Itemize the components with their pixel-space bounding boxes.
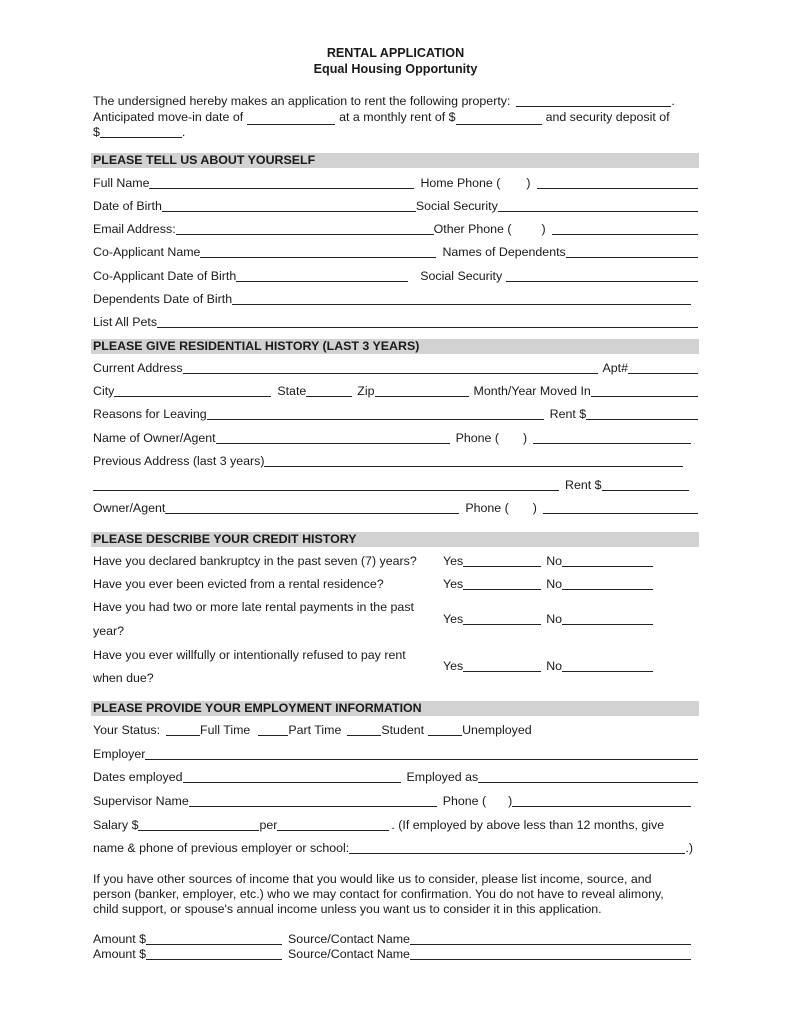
row-status: Your Status: Full Time Part Time Student Unemployed [93, 723, 532, 737]
section-residential: PLEASE GIVE RESIDENTIAL HISTORY (LAST 3 YEARS) [91, 339, 699, 354]
security-deposit-field[interactable] [100, 124, 182, 138]
current-address-field[interactable] [183, 360, 598, 374]
q4-yes-field[interactable] [463, 658, 541, 672]
form-subtitle: Equal Housing Opportunity [313, 62, 478, 76]
row-co-applicant-dob: Co-Applicant Date of Birth Social Security [93, 267, 698, 284]
prev-address-field[interactable] [264, 453, 683, 467]
pets-field[interactable] [157, 314, 698, 328]
section-credit: PLEASE DESCRIBE YOUR CREDIT HISTORY [91, 532, 699, 547]
amount-2-field[interactable] [146, 946, 282, 960]
prev-owner-phone-field[interactable] [543, 500, 698, 514]
credit-q3-line1: Have you had two or more late rental payments in the past [93, 600, 414, 614]
moved-in-field[interactable] [591, 383, 698, 397]
move-in-date-field[interactable] [247, 111, 335, 125]
home-phone-field[interactable] [537, 175, 698, 189]
credit-q1-answers: Yes No [443, 552, 653, 569]
intro-line-1: The undersigned hereby makes an application to rent the following property: . [93, 94, 675, 108]
row-owner-agent-name: Name of Owner/Agent Phone ( ) [93, 429, 691, 446]
city-field[interactable] [114, 383, 271, 397]
unemployed-check[interactable] [428, 722, 462, 736]
credit-q3-line2: year? [93, 624, 124, 638]
row-full-name: Full Name Home Phone ( ) [93, 174, 698, 191]
q2-yes-field[interactable] [463, 576, 541, 590]
employer-field[interactable] [145, 746, 698, 760]
section-employment: PLEASE PROVIDE YOUR EMPLOYMENT INFORMATION [91, 701, 699, 716]
row-prev-address: Previous Address (last 3 years) [93, 452, 683, 469]
row-prev-employer: name & phone of previous employer or school: .) [93, 841, 693, 855]
supervisor-phone-field[interactable] [512, 793, 691, 807]
credit-q2: Have you ever been evicted from a rental residence? [93, 577, 384, 591]
row-employer: Employer [93, 745, 698, 762]
source-1-field[interactable] [410, 931, 691, 945]
student-check[interactable] [347, 722, 381, 736]
source-2-field[interactable] [410, 946, 691, 960]
credit-q3-answers: Yes No [443, 610, 653, 627]
row-dependents-dob: Dependents Date of Birth [93, 290, 691, 307]
apt-field[interactable] [628, 360, 698, 374]
q4-no-field[interactable] [562, 658, 653, 672]
dates-employed-field[interactable] [183, 769, 401, 783]
row-current-address: Current Address Apt# [93, 359, 698, 376]
other-phone-field[interactable] [552, 221, 698, 235]
q3-yes-field[interactable] [463, 611, 541, 625]
salary-per-field[interactable] [277, 817, 389, 831]
credit-q4-answers: Yes No [443, 657, 653, 674]
intro-line-2: Anticipated move-in date of at a monthly rent of $ and security deposit of [93, 110, 670, 124]
dependents-dob-field[interactable] [232, 291, 691, 305]
credit-q2-answers: Yes No [443, 575, 653, 592]
row-email: Email Address: Other Phone ( ) [93, 220, 698, 237]
co-applicant-dob-field[interactable] [236, 268, 408, 282]
row-co-applicant: Co-Applicant Name Names of Dependents [93, 243, 698, 260]
dependents-names-field[interactable] [566, 244, 698, 258]
prev-employer-field[interactable] [349, 840, 685, 854]
ssn-field[interactable] [498, 198, 698, 212]
salary-field[interactable] [138, 817, 259, 831]
zip-field[interactable] [375, 383, 469, 397]
row-amount-2: Amount $ Source/Contact Name [93, 945, 691, 962]
supervisor-field[interactable] [189, 793, 437, 807]
section-about: PLEASE TELL US ABOUT YOURSELF [91, 153, 699, 168]
row-reasons: Reasons for Leaving Rent $ [93, 405, 698, 422]
credit-q4-line2: when due? [93, 671, 154, 685]
property-field[interactable] [516, 93, 671, 107]
co-applicant-ssn-field[interactable] [506, 268, 698, 282]
form-title: RENTAL APPLICATION [326, 46, 465, 60]
co-applicant-name-field[interactable] [200, 244, 436, 258]
q1-no-field[interactable] [562, 553, 653, 567]
owner-agent-name-field[interactable] [216, 430, 450, 444]
credit-q1: Have you declared bankruptcy in the past seven (7) years? [93, 554, 417, 568]
row-owner-agent: Owner/Agent Phone ( ) [93, 499, 698, 516]
row-pets: List All Pets [93, 313, 698, 330]
part-time-check[interactable] [258, 722, 288, 736]
email-field[interactable] [176, 221, 434, 235]
credit-q4-line1: Have you ever willfully or intentionally refused to pay rent [93, 648, 406, 662]
row-dates-employed: Dates employed Employed as [93, 768, 698, 785]
amount-1-field[interactable] [146, 931, 282, 945]
q2-no-field[interactable] [562, 576, 653, 590]
row-city: City State Zip Month/Year Moved In [93, 382, 698, 399]
rent-field[interactable] [586, 406, 698, 420]
prev-address-line2-field[interactable] [93, 477, 559, 491]
row-salary: Salary $ per . (If employed by above less than 12 months, give [93, 818, 665, 832]
row-dob: Date of Birth Social Security [93, 197, 698, 214]
employed-as-field[interactable] [478, 769, 698, 783]
prev-rent-field[interactable] [602, 477, 689, 491]
intro-line-3: $ . [93, 125, 186, 139]
dob-field[interactable] [162, 198, 416, 212]
q1-yes-field[interactable] [463, 553, 541, 567]
owner-phone-field[interactable] [533, 430, 691, 444]
row-prev-address-2: Rent $ [93, 476, 689, 493]
income-paragraph: If you have other sources of income that you would like us to consider, please list income, source, and person (banker, employer, etc.) who we may contact for confirmation. You do not have to reveal alimony, child support, or spouse's annual income unless you want us to consider it in this application. [93, 872, 664, 916]
q3-no-field[interactable] [562, 611, 653, 625]
full-time-check[interactable] [166, 722, 200, 736]
row-supervisor: Supervisor Name Phone ( ) [93, 792, 691, 809]
reasons-field[interactable] [207, 406, 544, 420]
row-amount-1: Amount $ Source/Contact Name [93, 930, 691, 947]
state-field[interactable] [306, 383, 352, 397]
prev-owner-agent-field[interactable] [165, 500, 459, 514]
monthly-rent-field[interactable] [456, 111, 542, 125]
full-name-field[interactable] [149, 175, 414, 189]
